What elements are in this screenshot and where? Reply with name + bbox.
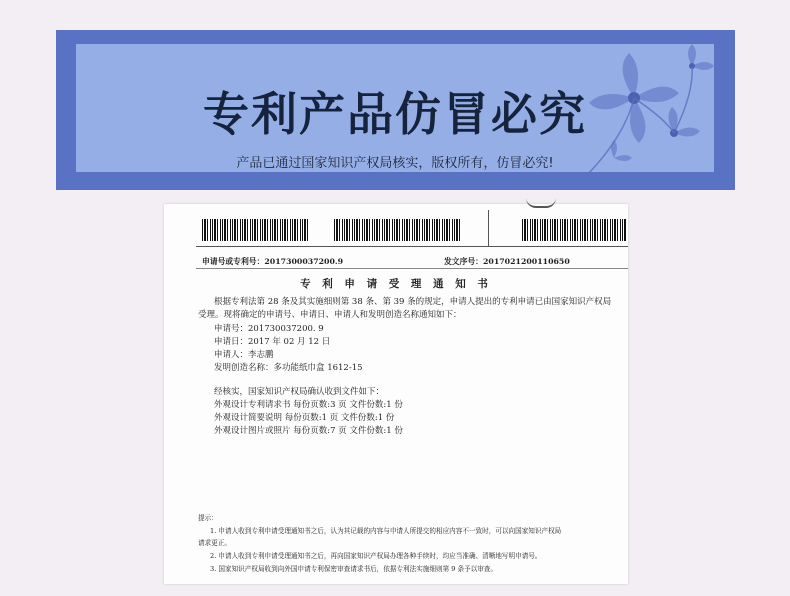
document-serial: 发文序号：2017021200110650 [444, 257, 570, 266]
banner-panel [76, 44, 714, 172]
header-rule [196, 246, 628, 247]
document-heading: 专 利 申 请 受 理 通 知 书 [300, 278, 492, 290]
field-application-number: 申请号：201730037200. 9 [214, 324, 324, 334]
received-intro: 经核实，国家知识产权局确认收到文件如下： [214, 387, 385, 397]
note-line: 3. 国家知识产权局收到向外国申请专利保密审查请求书后，依据专利法实施细则第 9 条予以审查。 [210, 565, 498, 573]
header-divider [488, 210, 489, 246]
banner-subtitle: 产品已通过国家知识产权局核实，版权所有，仿冒必究! [236, 156, 554, 171]
barcode-3 [522, 219, 626, 241]
note-line: 请求更正。 [198, 539, 231, 547]
body-line: 受理。现将确定的申请号、申请日、申请人和发明创造名称通知如下： [198, 310, 462, 320]
note-line: 2. 申请人收到专利申请受理通知书之后，再向国家知识产权局办理各种手续时，均应当准确、清晰地写明申请号。 [210, 552, 542, 560]
application-number: 申请号或专利号：2017300037200.9 [202, 257, 344, 266]
field-application-date: 申请日：2017 年 02 月 12 日 [214, 337, 331, 347]
notes-title: 提示： [198, 514, 218, 522]
field-applicant: 申请人：李志鹏 [214, 350, 274, 360]
banner-title: 专利产品仿冒必究 [203, 87, 587, 141]
note-line: 1. 申请人收到专利申请受理通知书之后，认为其记载的内容与申请人所提交的相应内容不一致时，可以向国家知识产权局 [210, 527, 562, 535]
punch-mark [526, 198, 556, 208]
body-line: 根据专利法第 28 条及其实施细则第 38 条、第 39 条的规定，申请人提出的专利申请已由国家知识产权局 [214, 297, 612, 307]
received-item: 外观设计简要说明 每份页数:1 页 文件份数:1 份 [214, 413, 395, 423]
received-item: 外观设计专利请求书 每份页数:3 页 文件份数:1 份 [214, 400, 403, 410]
received-item: 外观设计图片或照片 每份页数:7 页 文件份数:1 份 [214, 426, 403, 436]
info-rule [196, 268, 628, 269]
patent-notice-document [164, 204, 628, 584]
field-invention-name: 发明创造名称：多功能纸巾盒 1612-15 [214, 363, 363, 373]
barcode-1 [202, 219, 310, 241]
banner [56, 30, 735, 190]
barcode-2 [334, 219, 462, 241]
